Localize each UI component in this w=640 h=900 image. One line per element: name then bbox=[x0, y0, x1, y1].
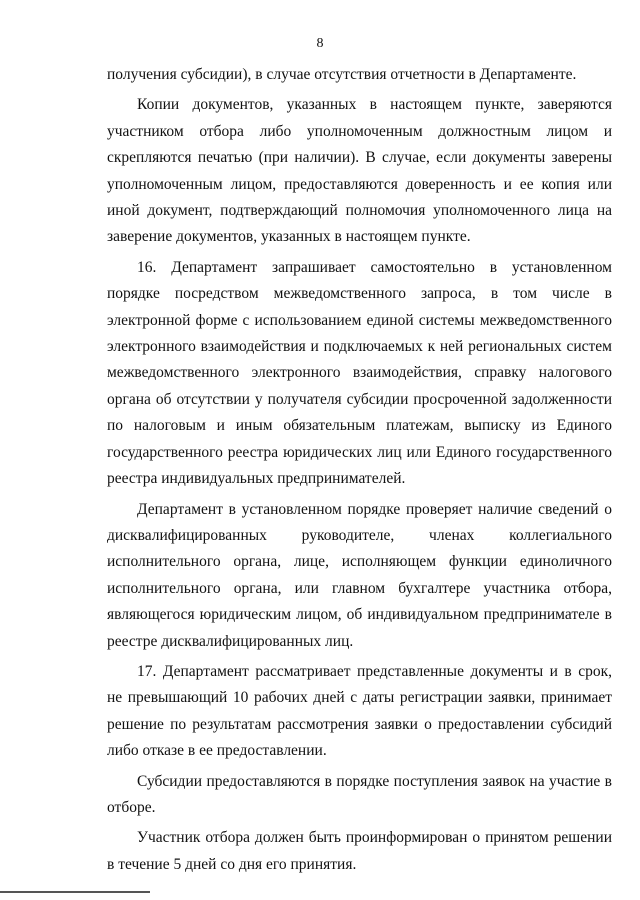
page-number: 8 bbox=[316, 36, 324, 51]
document-body bbox=[107, 62, 612, 882]
paragraph-clause-16: 16. Департамент запрашивает самостоятельно в установленном порядке посредством межведомственного запроса, в том числе в электронной форме с использованием единой системы межведомственного электронного взаимодействия и подключаемых к ней региональных систем межведомственного электронного взаимодействия, справку налогового органа об отсутствии у получателя субсидии просроченной задолженности по налоговым и иным обязательным платежам, выписку из Единого государственного реестра юридических лиц или Единого государственного реестра индивидуальных предпринимателей. bbox=[107, 258, 612, 488]
paragraph-continuation: получения субсидии), в случае отсутствия отчетности в Департаменте. bbox=[107, 66, 577, 83]
bottom-scan-line bbox=[0, 891, 150, 893]
paragraph-notification: Участник отбора должен быть проинформирован о принятом решении в течение 5 дней со дня его принятия. bbox=[107, 829, 612, 873]
paragraph-clause-17: 17. Департамент рассматривает представленные документы и в срок, не превышающий 10 рабочих дней с даты регистрации заявки, принимает решение по результатам рассмотрения заявки о предоставлении субсидий либо отказе в ее предоставлении. bbox=[107, 662, 612, 760]
paragraph-subsidy-order: Субсидии предоставляются в порядке поступления заявок на участие в отборе. bbox=[107, 772, 612, 816]
paragraph-disqualified-check: Департамент в установленном порядке проверяет наличие сведений о дисквалифицированных руководителе, членах коллегиального исполнительного органа, лице, исполняющем функции единоличного исполнительного органа, или главном бухгалтере участника отбора, являющегося юридическим лицом, об индивидуальном предпринимателе в реестре дисквалифицированных лиц. bbox=[107, 500, 612, 650]
paragraph-document-copies: Копии документов, указанных в настоящем пункте, заверяются участником отбора либо уполномоченным должностным лицом и скрепляются печатью (при наличии). В случае, если документы заверены уполномоченным лицом, предоставляются доверенность и ее копия или иной документ, подтверждающий полномочия уполномоченного лица на заверение документов, указанных в настоящем пункте. bbox=[107, 96, 612, 246]
